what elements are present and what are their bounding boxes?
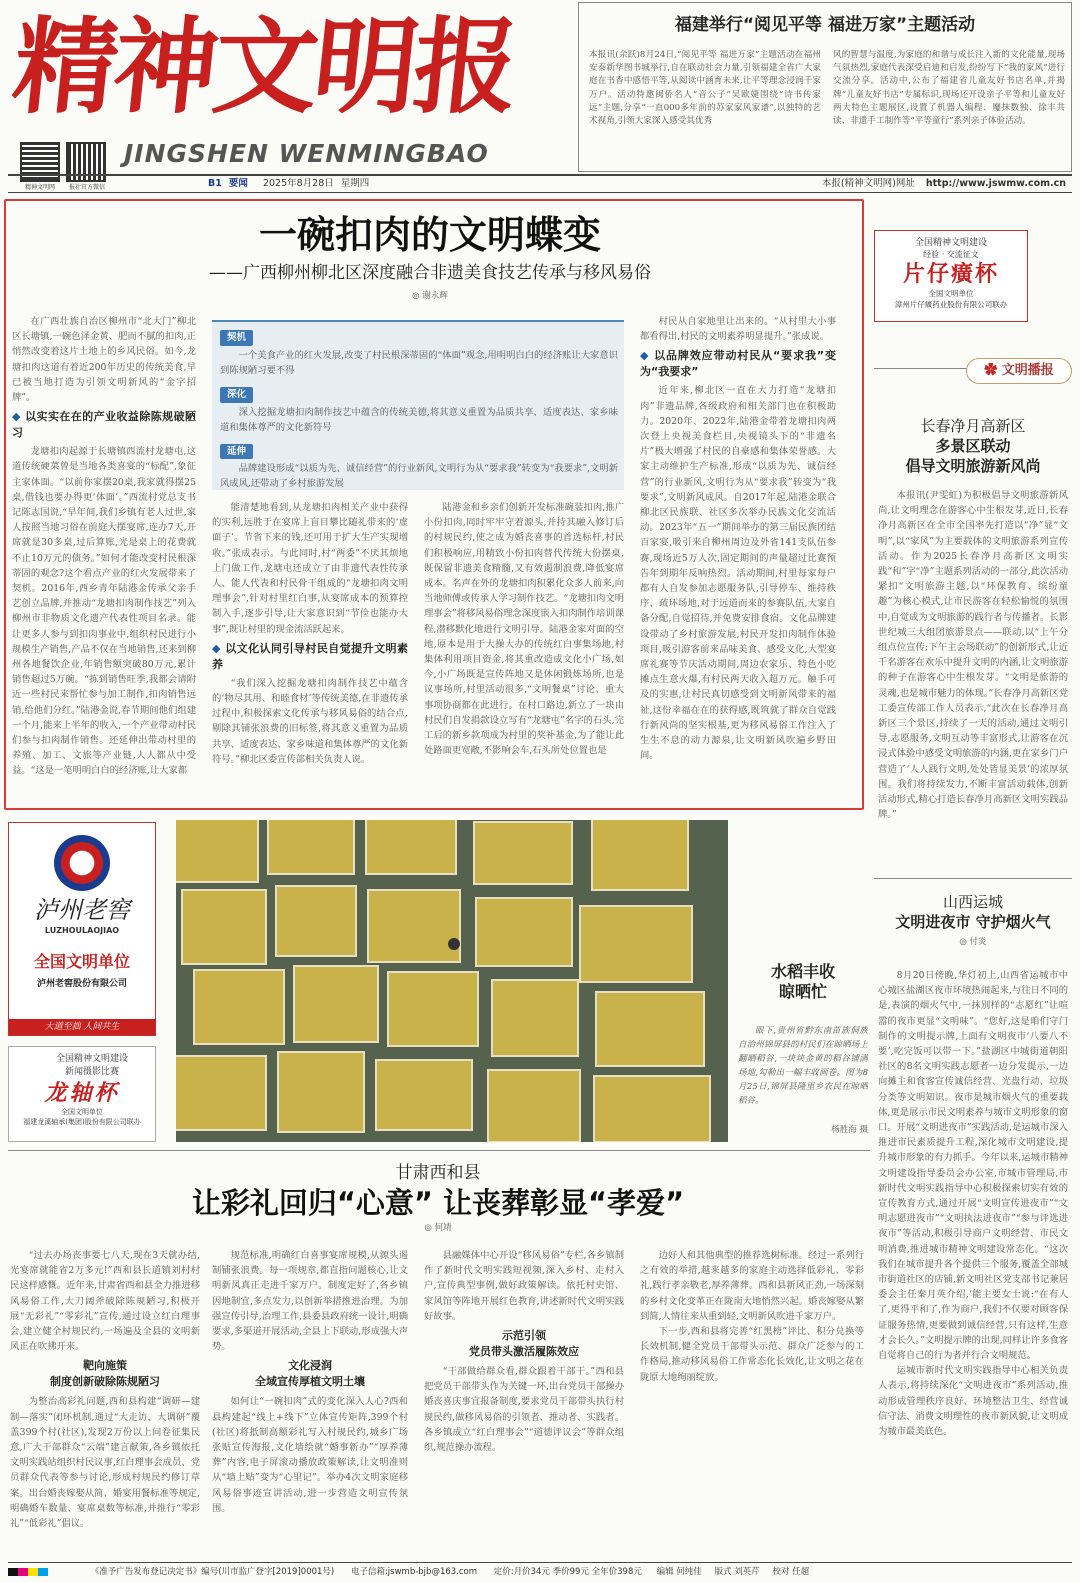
column-tag-label: 文明播报 bbox=[1001, 363, 1054, 378]
paragraph: 如何让“一碗扣肉”式的变化深入人心?西和县构建起“线上+线下”立体宣传矩阵,399个村(社区)将抵制高额彩礼写入村规民约,城乡广场张贴宣传海报,文化墙绘就“婚事新办”“厚养薄葬”内容,电子屏滚动播放政策解读,让文明准则从“墙上贴”变为“心里记”。举办4次文明家庭移风易俗事迹宣讲活动,进一步营造文明宣传氛围。 bbox=[212, 1396, 408, 1514]
ad-slogan: 大道至拙 人间共生 bbox=[9, 1019, 155, 1035]
qr2-label: 报社官方微信 bbox=[68, 184, 105, 191]
section-heading: ◆ 以文化认同引导村民自觉提升文明素养 bbox=[212, 641, 408, 673]
section-heading: 全域宣传厚植文明土壤 bbox=[255, 1375, 365, 1389]
footer-price: 定价:月价34元 季价99元 全年价398元 bbox=[493, 1567, 642, 1577]
paragraph: 能清楚地看到,从龙塘扣肉相关产业中获得的实利,远胜于在宴席上盲目攀比随礼带来的‘虚面子’。节省下来的钱,还可用于扩大生产实现增收。”张成表示。与此同时,村“两委”不厌其烦地上门做工作,龙塘屯还成立了由非遗代表性传承人、能人代表和村民骨干组成的“龙塘扣肉文明理事会”,针对村里红白事,从宴席成本的预算控制入手,逐步引导,让大家意识到“节俭也能办大事”,既让村里的现金流活跃起来。 bbox=[212, 502, 408, 635]
main-col1 bbox=[12, 314, 196, 806]
bottom-col2 bbox=[212, 1248, 408, 1554]
main-byline: ◎ 谢永辉 bbox=[412, 291, 448, 301]
column-tag-icon: ✿ bbox=[984, 363, 998, 378]
page-number: B1 bbox=[208, 178, 222, 189]
section-heading: 靶向施策 bbox=[83, 1359, 127, 1373]
footer-registration: 《准予广告发布登记决定书》编号(川市监广登字[2019]0001号) bbox=[90, 1567, 335, 1577]
summary-item bbox=[220, 387, 618, 435]
paragraph: 县融媒体中心开设“移风易俗”专栏,各乡镇制作了新时代文明实践短视频,深入乡村、走村入户,宣传典型事例,做好政策解读。依托村史馆、家风馆等阵地开展红色教育,讲述新时代文明实践好故事。 bbox=[424, 1250, 624, 1322]
summary-item bbox=[220, 330, 618, 378]
footer-bar bbox=[8, 1565, 1072, 1579]
ad-luzhoulaojiao[interactable] bbox=[8, 822, 156, 1036]
summary-tag: 延伸 bbox=[220, 444, 253, 460]
ad2-company: 福建龙溪轴承(集团)股份有限公司联办 bbox=[23, 1118, 141, 1126]
right-news2-byline: ◎ 付炎 bbox=[959, 937, 987, 947]
summary-text: 深入挖掘龙塘扣肉制作技艺中蕴含的传统美德,将其意义重置为品质共享、适度表达、家乡味道和集体尊严的文化新符号 bbox=[220, 406, 618, 433]
issue-weekday: 星期四 bbox=[340, 178, 370, 189]
ad2-line2: 新闻摄影比赛 bbox=[64, 1067, 119, 1077]
color-bar-left bbox=[8, 1568, 48, 1576]
paragraph: 在广西壮族自治区柳州市“北大门”柳北区长塘镇,一碗色泽金黄、肥而不腻的扣肉,正悄然改变着这片土地上的乡风民俗。如今,龙塘扣肉这道有着近200年历史的传统美食,早已被当地打造为引领文明新风的“金字招牌”。 bbox=[12, 316, 196, 404]
section-heading: 党员带头激活履陈效应 bbox=[469, 1345, 579, 1359]
ad2-brand: 龙轴杯 bbox=[44, 1080, 120, 1106]
masthead-pinyin: JINGSHEN WENMINGBAO bbox=[124, 139, 489, 168]
paragraph: 运城市新时代文明实践指导中心相关负责人表示,将持续深化“文明进夜市”系列活动,推动形成管理秩序良好、环境整洁卫生、经营诚信守法、消费文明理性的夜市新风貌,让文明成为城市最美底色。 bbox=[878, 1365, 1068, 1438]
top-news-col1: 本报讯(余跃)8月24日,“阅见平等 福进万家”主题活动在福州安泰新华图书城举行,自在联动社会力量,引领福建全省广大家庭在书香中感悟平等,从阅读中涵育未来,让平等理念浸润千家万户。活动特邀闽侨名人“音公子”吴欧婕围绕“诗书传家远”主题,分享“一直000多年前的苏家家风家谱”,以独特的艺术视角,引领大家深入感受其优秀 bbox=[589, 50, 821, 127]
ad-pianzaihuang[interactable] bbox=[874, 230, 1028, 322]
paragraph: 龙塘扣肉起源于长塘镇西流村龙塘屯,这道传统硬菜曾是当地各类喜宴的“标配”,象征主家体面。“以前你家摆20桌,我家就得摆25桌,借钱也要办得更‘体面’。”西流村党总支书记陈志国说,“早年间,我们乡镇有老人过世,家人按照当地习俗在前庭大摆宴席,连办7天,开席就是30多桌,过后算账,光是桌上的花费就不止10万元的债务。”如何才能改变村民根深蒂固的观念?这个看点产业的红火发展带来了契机。2016年,西乡青年陆港金传承父亲手艺创立品牌,并推动“龙塘扣肉制作技艺”列入柳州市非物质文化遗产代表性项目名录。能让更多人参与到扣肉事业中,组织村民进行小规模生产销售,产品不仅在当地销售,还来到柳州各地餐饮企业,年销售额突破80万元,累计销售超过5万碗。“拣到销售旺季,我都会请附近一些村民来帮忙参与加工制作,扣肉销售远销,给他们分红。”陆港金说,春节期间他们组建一个月,能来上半年的收入,一个产业带动村民们参与扣肉制作销售。还延伸出带动村里的养殖、加工、文旅等产业链,人人都从中受益。“这是一笔明明白白的经济账,让大家都 bbox=[12, 446, 196, 777]
bottom-col4 bbox=[640, 1248, 864, 1554]
ad-brand: 片仔癀杯 bbox=[902, 261, 999, 287]
bottom-title[interactable]: 让彩礼回归“心意” 让丧葬彰显“孝爱” bbox=[191, 1186, 685, 1220]
paragraph: 村民从自家地里让出来的。“从村里大小事都看得出,村民的文明素养明显提升。”张成说。 bbox=[640, 316, 836, 343]
main-subtitle: ——广西柳州柳北区深度融合非遗美食技艺传承与移风易俗 bbox=[209, 263, 651, 283]
site-url[interactable]: http://www.jswmw.com.cn bbox=[925, 178, 1066, 189]
right-news1-body bbox=[878, 488, 1068, 870]
byline-author: 谢永辉 bbox=[422, 291, 448, 301]
paragraph: 规范标准,明确红白喜事宴席规模,从源头遏制铺张浪费。每一项规章,都直指问题核心,让文明新风真正走进千家万户。制度定好了,各乡镇因地制宜,多点发力,以创新举措推进治理。为加强宣传引导,治理工作,县委县政府统一设计,明确要求,多渠道开展活动,全县上下联动,形成强大声势。 bbox=[212, 1250, 408, 1353]
photo-caption bbox=[738, 962, 868, 1136]
summary-tag: 契机 bbox=[220, 330, 253, 346]
ad-logo-icon bbox=[54, 835, 110, 891]
column-tag bbox=[966, 358, 1072, 384]
farmer-figure bbox=[448, 938, 460, 950]
ad-pinyin: LUZHOULAOJIAO bbox=[44, 926, 120, 935]
paragraph: 边好人和其他典型的推荐选树标准。经过一系列行之有效的举措,越来越多的家庭主动选择低彩礼、零彩礼,践行孝亲敬老,厚养薄葬。西和县新风正劲,一场深刻的乡村文化变革正在陇南大地悄然兴起。婚丧嫁娶从繁到简,人情往来从重到轻,文明新风吹进千家万户。 bbox=[640, 1250, 864, 1322]
ad-unit: 全国文明单位 bbox=[33, 952, 130, 971]
summary-box-items bbox=[220, 330, 618, 491]
headline-line: 长春净月高新区 bbox=[920, 417, 1026, 435]
main-col4 bbox=[640, 314, 836, 806]
ad2-sub: 全国文明单位 bbox=[61, 1108, 103, 1116]
qr1-label: 精神文明网 bbox=[24, 184, 55, 191]
summary-text: 一个美食产业的红火发展,改变了村民根深蒂固的“体面”观念,用明明白白的经济账让大家意识到陈规陋习要不得 bbox=[220, 349, 618, 376]
footer-email[interactable]: 电子信箱:jswmb-bjb@163.com bbox=[350, 1567, 478, 1577]
paragraph: 本报讯(尹雯虹)为积极倡导文明旅游新风尚,让文明理念在游客心中生根发芽,近日,长春净月高新区在全市全国率先打造以“净”显“文明”,以“家风”为主要载体的文明旅游系列宣传活动。作为2025长春净月高新区文明实践“和”字“净”主题系列活动的一部分,此次活动紧扣“文明旅游主题,以“环保教育、缤纷童趣”为核心模式,让市民游客在轻松愉悦的氛围中,自觉成为文明旅游的践行者与传播者。长影世纪城三大组团旅游景点——联动,以“上午分组点位宣传;下午主会场联动”的创新形式,让近千名游客在欢乐中提升文明的内涵,让文明旅游的种子在游客心中生根发芽。“文明是旅游的灵魂,也是城市魅力的体现。”长春净月高新区党工委宣传部工作人员表示,“此次在长春净月高新区三个景区,持续了一天的活动,通过文明引导,志愿服务,文明互动等丰富形式,让游客在沉浸式体验中感受文明旅游的内涵,更在家乡门户营造了‘人人践行文明,处处皆显美景’的浓厚氛围。我们将持续发力,不断丰富活动载体,创新活动形式,精心打造长春净月高新区文明实践品牌。” bbox=[878, 490, 1068, 821]
section-heading: 示范引领 bbox=[502, 1329, 546, 1343]
masthead-logo: 精神文明报 bbox=[7, 5, 521, 128]
summary-text: 品牌建设形成“以质为先、诚信经营”的行业新风,文明行为从“要求我”转变为“我要求”,文明新风成风,还带动了乡村旅游发展 bbox=[220, 463, 618, 490]
ad2-line1: 全国精神文明建设 bbox=[55, 1054, 128, 1064]
main-col2 bbox=[212, 500, 408, 806]
paragraph: 为整治高彩礼问题,西和县构建“调研—建制—落实”闭环机制,通过“大走访、大调研”覆盖399个村(社区),发现2万份以上问卷征集民意,广大干部群众“云端”建言献策,各乡镇依托文明实践站组织村民议事,红白理事会成员、党员群众代表等参与讨论,形成村规民约修订草案。出台婚丧嫁娶从简、婚宴用餐标准等规定,明确婚车数量、宴席桌数等标准,并推行“零彩礼”“低彩礼”倡议。 bbox=[10, 1396, 200, 1530]
top-news-box bbox=[578, 2, 1072, 172]
section-heading: ◆ 以品牌效应带动村民从“要求我”变为“我要求” bbox=[640, 348, 836, 380]
caption-author: 杨胜海 摄 bbox=[831, 1125, 868, 1135]
ad-line2: 经验 · 交流征文 bbox=[923, 250, 979, 259]
top-news-col2: 风的智慧与温度,为家庭的和谐与成长注入新的文化能量,现场气氛热烈,家庭代表深受启迪和启发,纷纷写下“我的家风”进行交流分享。活动中,公布了福建省儿童友好书店名单,并揭牌“儿童友好书店”专属标识,现场还开设亲子平等和儿童友好两大特色主题展区,设置了机器人编程、魔抹数独、徐丰共读、非遗手工制作等“平等童行”系列亲子体验活动。 bbox=[833, 50, 1065, 127]
paragraph: 陆港金和乡亲们创新开发标准碗装扣肉,推广小份扣肉,同时牢牢守着源头,并持其融入修订后的村规民约,使之成为婚丧喜事的首选标杆,村民们积极响应,用精致小份扣肉替代传统大份摆桌,既保留非遗美食精髓,又有效遏制浪费,降低宴席成本。名声在外的龙塘扣肉积累化众多人前来,向当地师傅或传承人学习制作技艺。“龙塘扣肉文明理事会”将移风易俗理念深度嵌入扣肉制作培训课程,潜移默化地进行文明引导。陆港金家对面的空地,原本是用于大操大办的传统红白事集场地,村集体利用项目资金,将其重改造成文化小广场,如今,小广场既是宣传阵地又是休闲锻炼场所,也是议事场所,村里活动很多,“文明餐桌”讨论、重大事项协商都在此进行。在村口路边,新立了一块由村民们自发捐款设立写有“龙塘屯”名字的石头,完工后的新乡款项成为村里的奖补基金,为了能让此处路面更宽敞,不影响会车,石头所处位置也是 bbox=[424, 502, 624, 757]
top-news-title[interactable]: 福建举行“阅见平等 福进万家”主题活动 bbox=[674, 15, 976, 35]
paragraph: 8月20日傍晚,华灯初上,山西省运城市中心城区盐湖区夜市环境热闹起来,与往日不同的是,表演的烟火气中,一抹别样的“志愿红”让喧嚣的夜市更显“文明味”。“您好,这是咱们守门制作的文明提示牌,上面有文明夜市‘八要八不要’,吃完饭可以带一下。”盐湖区中城街道朝阳社区的8名文明实践志愿者一边分发提示,一边向摊主和食客宣传诚信经营、光盘行动、垃圾分类等文明知识。夜市是城市烟火气的重要载体,更是展示市民文明素养与城市文明形象的窗口。开展“文明进夜市”实践活动,是运城市深入推进市民素质提升工程,深化城市文明建设,提升城市形象的有力抓手。今年以来,运城市精神文明建设指导委员会办公室,市城市管理局,市新时代文明实践指导中心积极探索切实有效的宣传教育方式,通过开展“文明宣传进夜市”“文明志愿进夜市”“文明执法进夜市”“参与评选进夜市”等活动,积极引导商户文明经营、市民文明消费,推进城市精神文明建设常态化。“这次我们在城市提升各个提供三个服务,覆盖全部城市街道社区的店铺,新文明社区党支部书记兼居委会主任秦月英介绍,‘能主要女士说:“在有人了,更得平和了,作为商户,我们不仅要对顾客保证服务热情,更要做到诚信经营,只有这样,生意才会长久。”文明提示牌的出现,同样让许多食客自觉将自己的行为者并行合文明规范。 bbox=[878, 970, 1068, 1362]
ad-longzhou[interactable] bbox=[8, 1046, 156, 1142]
headline-line: 山西运城 bbox=[942, 893, 1003, 911]
bottom-byline: ◎ 何靖 bbox=[424, 1223, 452, 1233]
paragraph: 下一步,西和县将完善“红黑榜”评比、积分兑换等长效机制,健全党员干部带头示范、群众广泛参与的工作格局,推动移风易俗工作常态化长效化,让文明之花在陇原大地绚丽绽放。 bbox=[640, 1326, 864, 1383]
ad-line1: 全国精神文明建设 bbox=[914, 238, 987, 248]
paragraph: 近年来,柳北区一直在大力打造“龙塘扣肉”非遗品牌,各级政府和相关部门也在积极助力。2020年、2022年,陆港金带着龙塘扣肉两次登上央视美食栏目,央视镜头下的“非遗名片”极大增强了村民的自豪感和集体荣誉感。大家主动维护生产标准,形成“以质为先、诚信经营”的行业新风,文明行为从“要求我”转变为“我要求”,文明新风成风。自2017年起,陆港金联合柳北区民族联、社区多次举办民族文化交流活动。2023年“五一”期间举办的第三届民族团结百家宴,吸引来自柳州周边及外省141支队伍参赛,现场近5万人次,固定期间的声量超过比赛预告年到期年反响热烈。活动期间,村里每家每户都有人自发参加志愿服务队,引导停车、维持秩序、疏环场地,对于远道而来的参赛队伍,大家自备分配,自觉招待,并免费安排食宿。文化品牌建设带动了乡村旅游发展,村民开发扣肉制作体验项目,吸引游客前来品味美食、感受文化,大型宴席礼赛等节庆活动期间,周边农家乐、特色小吃摊点生意火爆,有村民两天收入超万元。触手可及的实惠,让村民真切感受到文明新风带来的福祉,这份幸福在在的获得感,既筑就了群众自觉践行新风尚的坚实根基,更为移风易俗工作注入了生生不息的动力源泉,让文明新风吹遍乡野田间。 bbox=[640, 385, 836, 762]
byline-author: 付炎 bbox=[969, 937, 987, 947]
footer-editor: 编辑 何纯佳 bbox=[656, 1567, 702, 1577]
caption-body: 眼下,贵州省黔东南苗族侗族自治州锦屏县的村民们在晾晒场上翻晒稻谷,一块块金黄的稻谷铺满场地,勾勒出一幅丰收画卷。图为8月25日,锦屏县隆里乡农民在晾晒稻谷。 bbox=[738, 1026, 868, 1106]
byline-author: 何靖 bbox=[434, 1223, 452, 1233]
section-heading: ◆ 以实实在在的产业收益除陈规破陋习 bbox=[12, 409, 196, 441]
paragraph: “干部做给群众看,群众跟着干部干。”西和县把党员干部带头作为关键一环,出台党员干部操办婚丧喜庆事宜报备制度,要求党员干部带头执行村规民约,做移风易俗的引领者、推动者、实践者。各乡镇成立“红白理事会”“道德评议会”等群众组织,规范操办流程。 bbox=[424, 1366, 624, 1454]
qr-code-wechat bbox=[66, 142, 106, 182]
bottom-col3 bbox=[424, 1248, 624, 1554]
section-heading: 文化浸润 bbox=[288, 1359, 332, 1373]
footer-proof: 校对 任超 bbox=[772, 1567, 810, 1577]
photo-image bbox=[176, 820, 728, 1142]
ad-company: 泸州老窖股份有限公司 bbox=[36, 979, 127, 989]
ad-sub: 全国文明单位 bbox=[928, 289, 974, 298]
section-name: 要闻 bbox=[228, 178, 248, 189]
footer-layout: 版式 刘英芹 bbox=[714, 1567, 760, 1577]
qr-code-web bbox=[20, 142, 60, 182]
ad-company: 漳州片仔癀药业股份有限公司联办 bbox=[894, 300, 1008, 309]
dateline-bar bbox=[208, 177, 1072, 191]
main-title[interactable]: 一碗扣肉的文明蝶变 bbox=[258, 213, 601, 257]
site-label: 本报(精神文明网)网址 bbox=[821, 178, 915, 189]
issue-date: 2025年8月28日 bbox=[262, 178, 334, 189]
headline-line: 倡导文明旅游新风尚 bbox=[905, 457, 1041, 475]
bottom-kicker: 甘肃西和县 bbox=[395, 1163, 481, 1183]
caption-title: 水稻丰收 bbox=[770, 962, 835, 981]
bottom-col1 bbox=[10, 1248, 200, 1554]
rice-drying-photo bbox=[176, 820, 728, 1142]
paragraph: “我们深入挖掘龙塘扣肉制作技艺中蕴含的‘物尽其用、和睦食材’等传统美德,在非遗传承过程中,积极探索文化传承与移风易俗的结合点,剔除其铺张浪费的旧标签,将其意义重置为品质共享、适度表达、家乡味道和集体尊严的文化新符号。”柳北区委宣传部相关负责人说。 bbox=[212, 677, 408, 765]
section-heading: 制度创新破除陈规陋习 bbox=[50, 1375, 160, 1389]
headline-line: 文明进夜市 守护烟火气 bbox=[895, 913, 1051, 931]
right-news2-title[interactable] bbox=[874, 892, 1072, 932]
headline-line: 多景区联动 bbox=[935, 437, 1011, 455]
right-news1-title[interactable] bbox=[874, 416, 1072, 476]
caption-title2: 晾晒忙 bbox=[778, 982, 827, 1001]
ad-brand: 泸州老窖 bbox=[34, 896, 130, 924]
summary-tag: 深化 bbox=[220, 387, 253, 403]
main-col3 bbox=[424, 500, 624, 806]
paragraph: “过去办场丧事要七八天,现在3天就办结,光宴席就能省2万多元!”西和县长道镇刘村村民这样感慨。近年来,甘肃省西和县全力推进移风易俗工作,大刀阔斧破除陈规陋习,积极开展“无彩礼”“零彩礼”宣传,通过设立红白理事会,建立健全村规民约,一场遍及全县的文明新风正在吹拂开来。 bbox=[10, 1250, 200, 1353]
summary-item bbox=[220, 444, 618, 492]
right-news2-body bbox=[878, 968, 1068, 1558]
